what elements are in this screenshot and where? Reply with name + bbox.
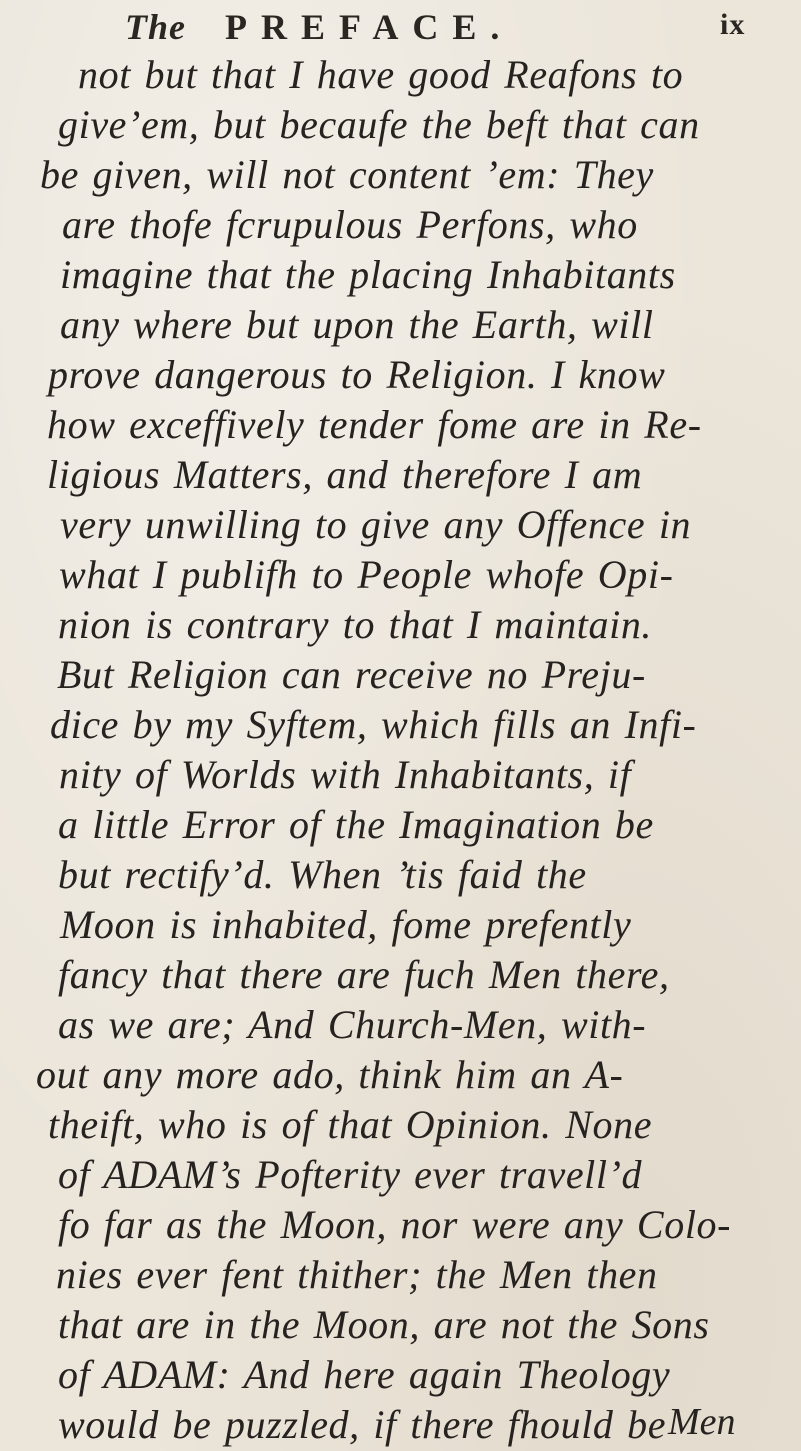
text-line: theift, who is of that Opinion. None [48,1102,653,1147]
page-number: ix [720,8,746,41]
text-line: imagine that the placing Inhabitants [60,252,676,297]
running-head-article: The [125,7,186,47]
catchword: Men [668,1401,736,1443]
text-line: out any more ado, think him an A- [36,1052,624,1097]
text-line: ligious Matters, and therefore I am [47,452,643,497]
text-line: not but that I have good Reafons to [78,52,684,97]
text-line: what I publifh to People whofe Opi- [59,552,674,597]
text-line: a little Error of the Imagination be [58,802,654,847]
text-line: be given, will not content ’em: They [40,152,654,197]
text-line: give’em, but becaufe the beft that can [58,102,700,147]
text-line: how exceffively tender fome are in Re- [47,402,702,447]
text-line: dice by my Syftem, which fills an Infi- [50,702,697,747]
text-line: fancy that there are fuch Men there, [58,952,670,997]
text-line: very unwilling to give any Offence in [60,502,692,547]
text-line: fo far as the Moon, nor were any Colo- [58,1202,732,1247]
text-line: would be puzzled, if there fhould be [58,1402,667,1447]
text-line: as we are; And Church-Men, with- [58,1002,647,1047]
text-line: that are in the Moon, are not the Sons [58,1302,710,1347]
text-line: nies ever fent thither; the Men then [56,1252,658,1297]
text-line: nity of Worlds with Inhabitants, if [59,752,632,797]
text-line: prove dangerous to Religion. I know [48,352,666,397]
text-line: nion is contrary to that I maintain. [58,602,653,647]
running-head-title: PREFACE. [225,7,514,47]
text-line: any where but upon the Earth, will [60,302,654,347]
text-line: of ADAM’s Pofterity ever travell’d [58,1152,643,1197]
text-line: but rectify’d. When ’tis faid the [58,852,587,897]
text-line: Moon is inhabited, fome prefently [60,902,632,947]
text-line: But Religion can receive no Preju- [57,652,646,697]
text-line: of ADAM: And here again Theology [58,1352,671,1397]
text-line: are thofe fcrupulous Perfons, who [62,202,638,247]
